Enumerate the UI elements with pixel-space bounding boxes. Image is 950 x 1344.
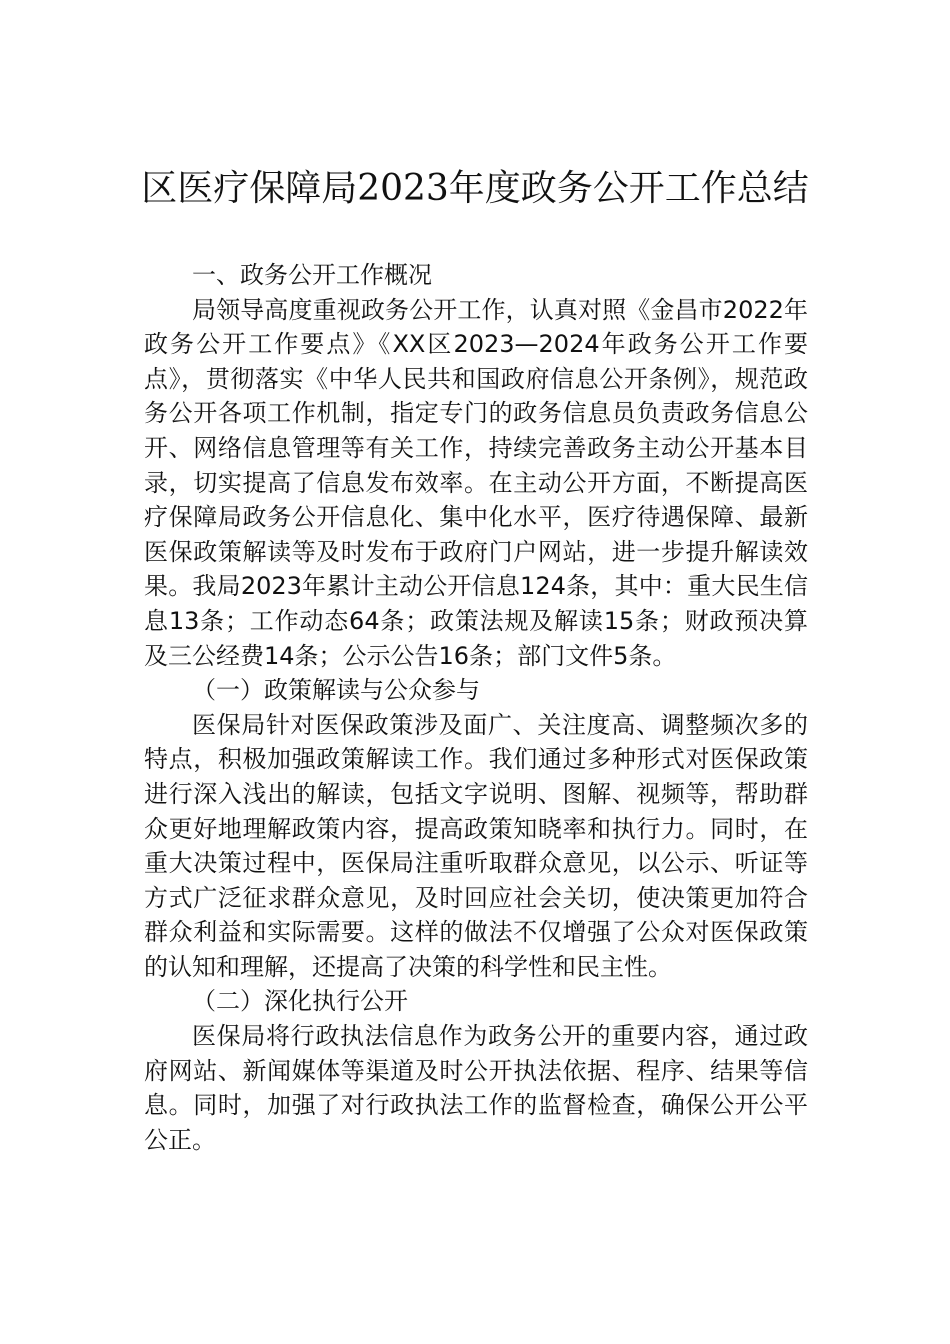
section-paragraph-overview: 局领导高度重视政务公开工作，认真对照《金昌市2022年政务公开工作要点》《XX区2023—2024年政务公开工作要点》，贯彻落实《中华人民共和国政府信息公开条例》，规范政务公开各项工作机制，指定专门的政务信息员负责政务信息公开、网络信息管理等有关工作，持续完善政务主动公开基本目录，切实提高了信息发布效率。在主动公开方面，不断提高医疗保障局政务公开信息化、集中化水平，医疗待遇保障、最新医保政策解读等及时发布于政府门户网站，进一步提升解读效果。我局2023年累计主动公开信息124条，其中：重大民生信息13条；工作动态64条；政策法规及解读15条；财政预决算及三公经费14条；公示公告16条；部门文件5条。	[144, 295, 808, 670]
section-heading-policy-interpretation: （一）政策解读与公众参与	[192, 676, 480, 705]
section-heading-execution-disclosure: （二）深化执行公开	[192, 987, 408, 1016]
document-body	[144, 258, 808, 1157]
document-title: 区医疗保障局2023年度政务公开工作总结	[141, 168, 809, 209]
section-paragraph-execution-disclosure: 医保局将行政执法信息作为政务公开的重要内容，通过政府网站、新闻媒体等渠道及时公开执法依据、程序、结果等信息。同时，加强了对行政执法工作的监督检查，确保公开公平公正。	[144, 1022, 808, 1154]
section-heading-overview: 一、政务公开工作概况	[192, 261, 432, 289]
section-paragraph-policy-interpretation: 医保局针对医保政策涉及面广、关注度高、调整频次多的特点，积极加强政策解读工作。我们通过多种形式对医保政策进行深入浅出的解读，包括文字说明、图解、视频等，帮助群众更好地理解政策内容，提高政策知晓率和执行力。同时，在重大决策过程中，医保局注重听取群众意见，以公示、听证等方式广泛征求群众意见，及时回应社会关切，使决策更加符合群众利益和实际需要。这样的做法不仅增强了公众对医保政策的认知和理解，还提高了决策的科学性和民主性。	[144, 710, 808, 981]
